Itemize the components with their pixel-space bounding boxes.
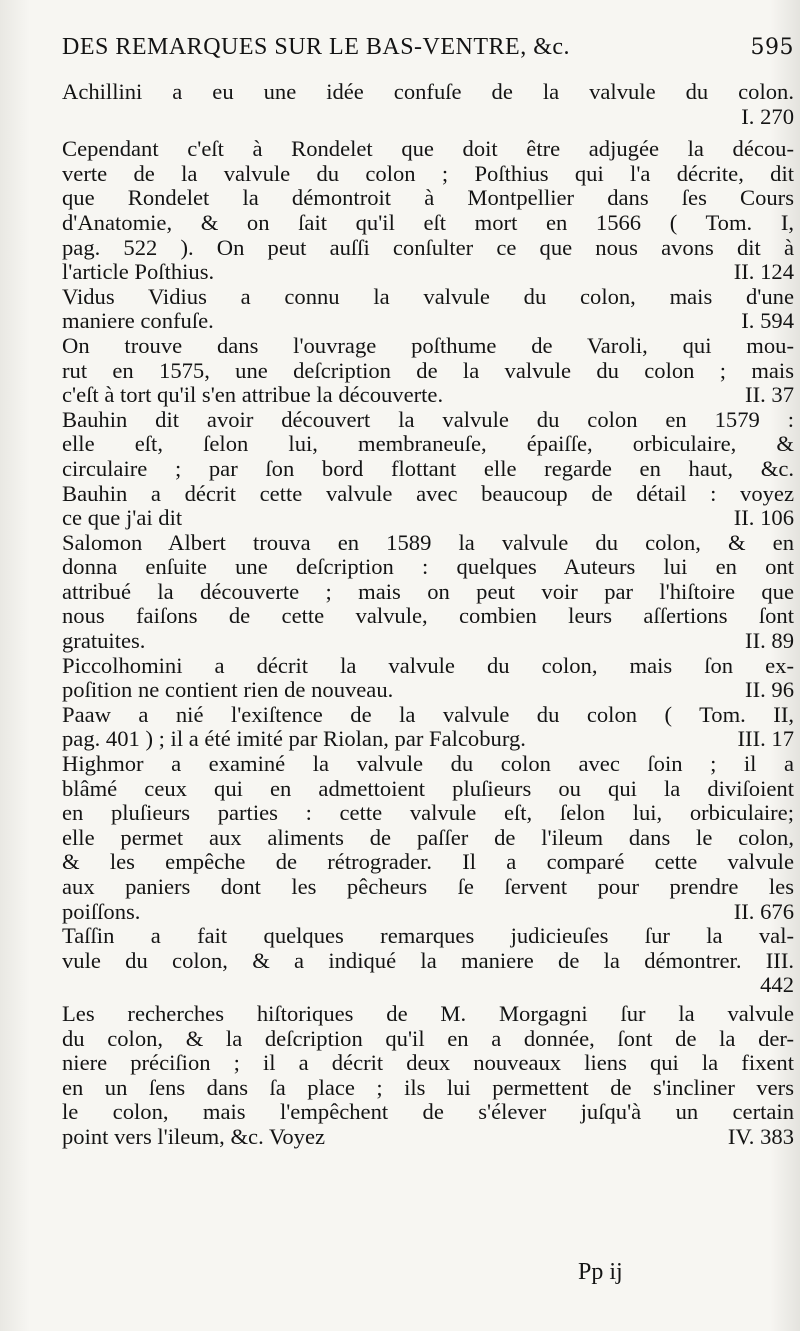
line-text: l'article Poſthius. xyxy=(62,259,215,285)
text-line: Bauhin a décrit cette valvule avec beaucoup de détail : voyez xyxy=(62,480,794,506)
reference: II. 89 xyxy=(745,628,794,654)
paragraph-paaw xyxy=(62,703,794,752)
line-text: gratuites. xyxy=(62,628,146,654)
text-line xyxy=(62,678,794,703)
text-line: Cependant c'eſt à Rondelet que doit être adjugée la décou- xyxy=(62,136,794,162)
reference: I. 270 xyxy=(741,103,794,129)
text-line: elle permet aux aliments de paſſer de l'ileum dans le colon, xyxy=(62,824,794,850)
text-line: nous faiſons de cette valvule, combien leurs aſſertions ſont xyxy=(62,603,794,629)
text-line: d'Anatomie, & on ſait qu'il eſt mort en 1566 ( Tom. I, xyxy=(62,209,794,235)
text-line: blâmé ceux qui en admettoient pluſieurs ou qui la diviſoient xyxy=(62,775,794,801)
text-line: verte de la valvule du colon ; Poſthius qui l'a décrite, dit xyxy=(62,160,794,186)
text-line: en un ſens dans ſa place ; ils lui permettent de s'incliner vers xyxy=(62,1074,794,1100)
page-number: 595 xyxy=(750,35,794,60)
text-line: & les empêche de rétrograder. Il a comparé cette valvule xyxy=(62,849,794,875)
paragraph-tassin xyxy=(62,924,794,998)
running-title: DES REMARQUES SUR LE BAS-VENTRE, &c. xyxy=(62,34,571,60)
line-text: maniere confuſe. xyxy=(62,308,214,334)
text-line: le colon, mais l'empêchent de s'élever juſqu'à un certain xyxy=(62,1099,794,1125)
text-line xyxy=(62,105,794,130)
line-text: c'eſt à tort qu'il s'en attribue la découverte. xyxy=(62,382,444,408)
text-line: niere préciſion ; il a décrit deux nouveaux liens qui la fixent xyxy=(62,1050,794,1076)
reference: III. 17 xyxy=(737,726,794,752)
text-line: du colon, & la deſcription qu'il en a donnée, ſont de la der- xyxy=(62,1025,794,1051)
text-line: Piccolhomini a décrit la valvule du colon, mais ſon ex- xyxy=(62,652,794,678)
reference: 442 xyxy=(760,972,794,998)
line-text: poſition ne contient rien de nouveau. xyxy=(62,677,394,703)
page-content xyxy=(62,34,794,1150)
paragraph-vidius xyxy=(62,285,794,334)
reference: II. 106 xyxy=(733,505,794,531)
paragraph-varoli xyxy=(62,334,794,408)
text-line: donna enſuite une deſcription : quelques Auteurs lui en ont xyxy=(62,554,794,580)
text-line xyxy=(62,727,794,752)
text-line: Salomon Albert trouva en 1589 la valvule du colon, & en xyxy=(62,529,794,555)
text-line: circulaire ; par ſon bord flottant elle regarde en haut, &c. xyxy=(62,455,794,481)
line-text: point vers l'ileum, &c. Voyez xyxy=(62,1123,326,1149)
text-line: elle eſt, ſelon lui, membraneuſe, épaiſſe, orbiculaire, & xyxy=(62,431,794,457)
line-text: ce que j'ai dit xyxy=(62,505,183,531)
paragraph-albert xyxy=(62,531,794,654)
text-line: rut en 1575, une deſcription de la valvule du colon ; mais xyxy=(62,357,794,383)
text-line: que Rondelet la démontroit à Montpellier dans ſes Cours xyxy=(62,185,794,211)
text-line xyxy=(62,900,794,925)
text-line xyxy=(62,629,794,654)
text-line: aux paniers dont les pêcheurs ſe ſervent pour prendre les xyxy=(62,874,794,899)
text-line: vule du colon, & a indiqué la maniere de la démontrer. III. xyxy=(62,947,794,973)
text-line: Vidus Vidius a connu la valvule du colon, mais d'une xyxy=(62,283,794,309)
text-line: Les recherches hiſtoriques de M. Morgagni ſur la valvule xyxy=(62,1000,794,1026)
text-line: Taſſin a fait quelques remarques judicieuſes ſur la val- xyxy=(62,923,794,949)
text-line: Highmor a examiné la valvule du colon avec ſoin ; il a xyxy=(62,751,794,777)
text-line xyxy=(62,1125,794,1150)
running-header xyxy=(62,34,794,72)
paragraph-bauhin xyxy=(62,408,794,531)
reference: II. 37 xyxy=(745,382,794,408)
text-line xyxy=(62,309,794,334)
line-text: poiſſons. xyxy=(62,898,141,924)
text-line: attribué la découverte ; mais on peut voir par l'hiſtoire que xyxy=(62,578,794,604)
text-line: Paaw a nié l'exiſtence de la valvule du colon ( Tom. II, xyxy=(62,701,794,727)
text-line: On trouve dans l'ouvrage poſthume de Varoli, qui mou- xyxy=(62,332,794,358)
reference: II. 676 xyxy=(733,898,794,924)
text-line: Bauhin dit avoir découvert la valvule du colon en 1579 : xyxy=(62,406,794,432)
text-line: Achillini a eu une idée confuſe de la valvule du colon. xyxy=(62,79,794,104)
text-line xyxy=(62,260,794,285)
text-line xyxy=(62,506,794,531)
paragraph-rondelet xyxy=(62,137,794,285)
text-line xyxy=(62,383,794,408)
paragraph-achillini xyxy=(62,80,794,129)
signature-mark: Pp ij xyxy=(578,1259,623,1285)
paragraph-piccolhomini xyxy=(62,654,794,703)
reference: IV. 383 xyxy=(727,1123,794,1149)
text-line: en pluſieurs parties : cette valvule eſt, ſelon lui, orbiculaire; xyxy=(62,800,794,826)
paragraph-morgagni xyxy=(62,1002,794,1150)
line-text: pag. 401 ) ; il a été imité par Riolan, par Falcoburg. xyxy=(62,726,526,752)
text-line xyxy=(62,973,794,998)
reference: II. 96 xyxy=(745,677,794,703)
paragraph-highmor xyxy=(62,752,794,924)
text-line: pag. 522 ). On peut auſſi conſulter ce que nous avons dit à xyxy=(62,234,794,260)
reference: II. 124 xyxy=(733,259,794,285)
reference: I. 594 xyxy=(741,308,794,334)
